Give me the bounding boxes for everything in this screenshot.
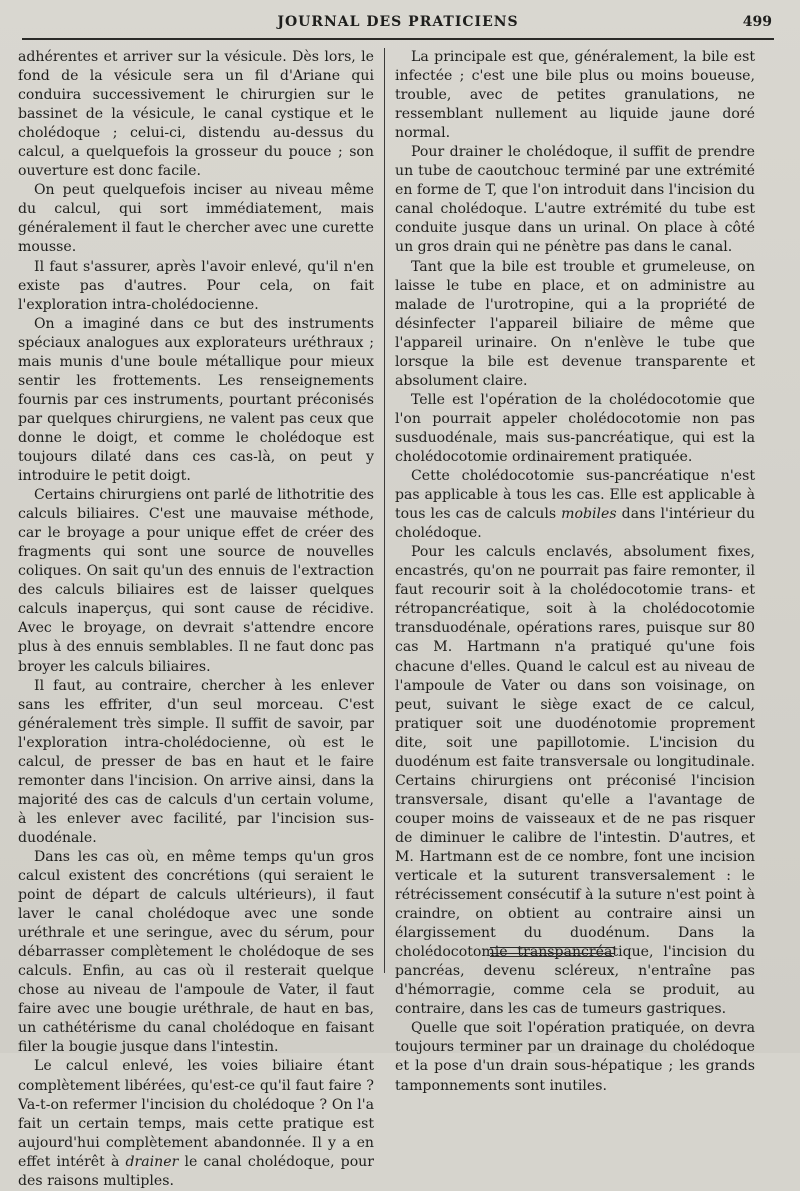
running-title: JOURNAL DES PRATICIENS xyxy=(277,14,519,30)
paragraph-text: Cette cholédocotomie sus-pancréatique n'est pas applicable à tous les cas. Elle est applicable à tous les cas de calculs xyxy=(395,468,755,523)
paragraph-text: le canal cholédoque, pour des raisons multiples. xyxy=(18,1153,374,1189)
header-rule xyxy=(22,38,774,40)
paragraph-text: dans l'intérieur du cholédoque. xyxy=(395,506,755,542)
emphasis: mobiles xyxy=(561,506,617,523)
paragraph: Certains chirurgiens ont parlé de lithotritie des calculs biliaires. C'est une mauvaise méthode, car le broyage a pour unique effet de créer des fragments qui sont une source de nouvelles coliques. On sait qu'un des ennuis de l'extraction des calculs biliaires est de laisser quelques calculs inaperçus, qui sont cause de récidive. Avec le broyage, on devrait s'attendre encore plus à des ennuis semblables. Il ne faut donc pas broyer les calculs biliaires. xyxy=(18,487,374,675)
right-column xyxy=(395,48,755,1096)
page-number: 499 xyxy=(742,14,772,30)
paragraph: adhérentes et arriver sur la vésicule. Dès lors, le fond de la vésicule sera un fil d'Ariane qui conduira successivement le chirurgien sur le bassinet de la vésicule, le canal cystique et le cholédoque ; celui-ci, distendu au-dessus du calcul, a quelquefois la grosseur du pouce ; son ouverture est donc facile. xyxy=(18,49,374,180)
page-header xyxy=(22,12,774,36)
paragraph: Il faut, au contraire, chercher à les enlever sans les effriter, d'un seul morceau. C'est généralement très simple. Il suffit de savoir, par l'exploration intra-cholédocienne, où est le calcul, de presser de bas en haut et le faire remonter dans l'incision. On arrive ainsi, dans la majorité des cas de calculs d'un certain volume, à les enlever avec facilité, par l'incision sus-duodénale. xyxy=(18,677,374,846)
paragraph: La principale est que, généralement, la bile est infectée ; c'est une bile plus ou moins boueuse, trouble, avec de petites granulations, ne ressemblant nullement au liquide jaune doré normal. xyxy=(395,49,755,142)
paragraph: Il faut s'assurer, après l'avoir enlevé, qu'il n'en existe pas d'autres. Pour cela, on fait l'exploration intra-cholédocienne. xyxy=(18,258,374,313)
column-divider xyxy=(384,48,385,973)
paragraph: Tant que la bile est trouble et grumeleuse, on laisse le tube en place, et on administre au malade de l'urotropine, qui a la propriété de désinfecter l'appareil biliaire de même que l'appareil urinaire. On n'enlève le tube que lorsque la bile est devenue transparente et absolument claire. xyxy=(395,258,755,389)
paragraph xyxy=(395,467,755,543)
paragraph: Pour drainer le cholédoque, il suffit de prendre un tube de caoutchouc terminé par une extrémité en forme de T, que l'on introduit dans l'incision du canal cholédoque. L'autre extrémité du tube est conduite jusque dans un urinal. On place à côté un gros drain qui ne pénètre pas dans le canal. xyxy=(395,144,755,256)
paragraph: Pour les calculs enclavés, absolument fixes, encastrés, qu'on ne pourrait pas faire remonter, il faut recourir soit à la cholédocotomie trans- et rétropancréatique, soit à la cholédocotomie transduodénale, opérations rares, puisque sur 80 cas M. Hartmann n'a pratiqué qu'une fois chacune d'elles. Quand le calcul est au niveau de l'ampoule de Vater ou dans son voisinage, on peut, suivant le siège exact de ce calcul, pratiquer soit une duodénotomie proprement dite, soit une papillotomie. L'incision du duodénum est faite transversale ou longitudinale. Certains chirurgiens ont préconisé l'incision transversale, disant qu'elle a l'avantage de couper moins de vaisseaux et de ne pas risquer de diminuer le calibre de l'intestin. D'autres, et M. Hartmann est de ce nombre, font une incision verticale et la suturent transversalement : le rétrécissement consécutif à la suture n'est point à craindre, on obtient au contraire ainsi un élargissement du duodénum. Dans la cholédocotomie transpancréatique, l'incision du pancréas, devenu scléreux, n'entraîne pas d'hémorragie, comme cela se produit, au contraire, dans les cas de tumeurs gastriques. xyxy=(395,544,755,1018)
paragraph: Telle est l'opération de la cholédocotomie que l'on pourrait appeler cholédocotomie non pas susduodénale, mais sus-pancréatique, qui est la cholédocotomie ordinairement pratiquée. xyxy=(395,391,755,465)
paragraph-text: Le calcul enlevé, les voies biliaire étant complètement libérées, qu'est-ce qu'il faut faire ? Va-t-on refermer l'incision du cholédoque ? On l'a fait un certain temps, mais cette pratique est aujourd'hui complètement abandonnée. Il y a en effet intérêt à xyxy=(18,1058,374,1170)
paragraph xyxy=(18,1057,374,1190)
paragraph: Dans les cas où, en même temps qu'un gros calcul existent des concrétions (qui seraient le point de départ de calculs ultérieurs), il faut laver le canal cholédoque avec une sonde uréthrale et une seringue, avec du sérum, pour débarrasser complètement le cholédoque de ses calculs. Enfin, au cas où il resterait quelque chose au niveau de l'ampoule de Vater, il faut faire avec une bougie uréthrale, de haut en bas, un cathétérisme du canal cholédoque en faisant filer la bougie jusque dans l'intestin. xyxy=(18,848,374,1056)
left-column xyxy=(18,48,374,1191)
paragraph: On peut quelquefois inciser au niveau même du calcul, qui sort immédiatement, mais généralement il faut le chercher avec une curette mousse. xyxy=(18,182,374,256)
end-rule xyxy=(490,947,614,954)
paragraph: On a imaginé dans ce but des instruments spéciaux analogues aux explorateurs uréthraux ; mais munis d'une boule métallique pour mieux sentir les frottements. Les renseignements fournis par ces instruments, pourtant préconisés par quelques chirurgiens, ne valent pas ceux que donne le doigt, et comme le cholédoque est toujours dilaté dans ces cas-là, on peut y introduire le petit doigt. xyxy=(18,315,374,485)
paragraph: Quelle que soit l'opération pratiquée, on devra toujours terminer par un drainage du cholédoque et la pose d'un drain sous-hépatique ; les grands tamponnements sont inutiles. xyxy=(395,1020,755,1094)
end-rule-thin xyxy=(490,956,614,957)
emphasis: drainer xyxy=(125,1153,179,1170)
